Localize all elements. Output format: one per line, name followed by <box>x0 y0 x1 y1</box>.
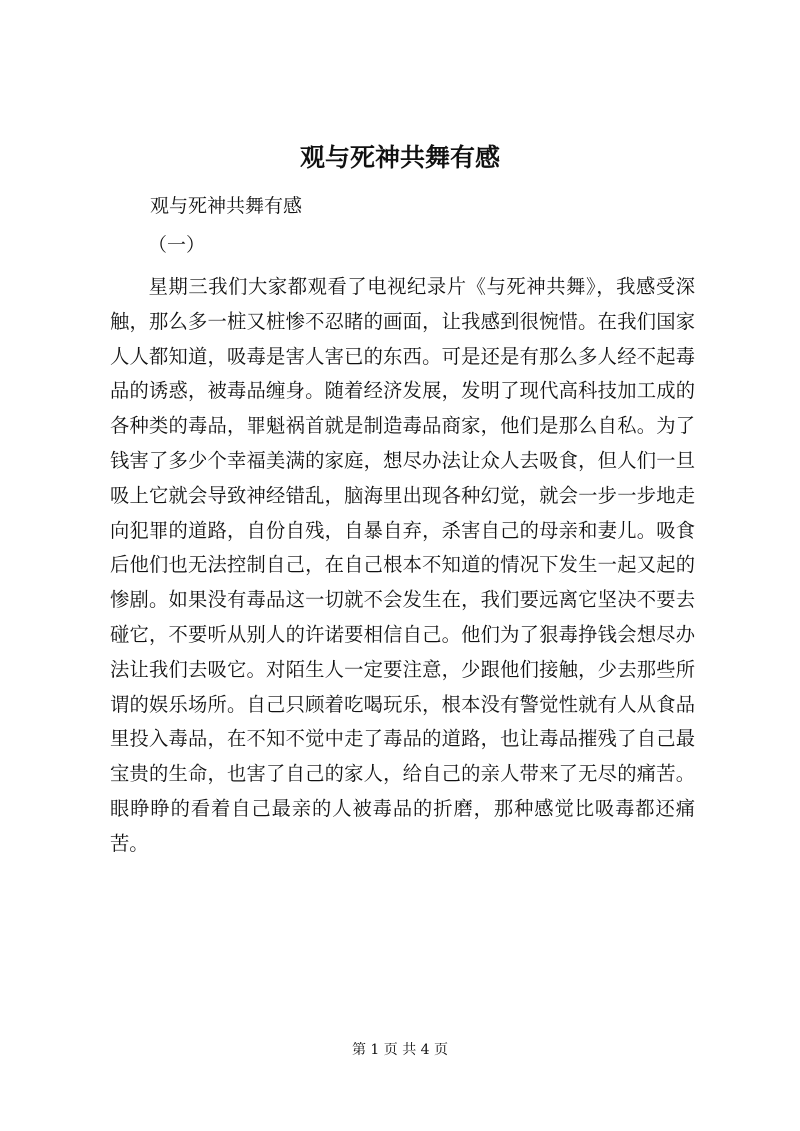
document-title: 观与死神共舞有感 <box>299 143 500 172</box>
page-footer: 第 1 页 共 4 页 <box>351 1042 449 1058</box>
document-subtitle: 观与死神共舞有感 <box>150 195 303 217</box>
body-paragraph: 星期三我们大家都观看了电视纪录片《与死神共舞》，我感受深触，那么多一桩又桩惨不忍睹的画面，让我感到很惋惜。在我们国家人人都知道，吸毒是害人害已的东西。可是还是有那么多人经不起毒品的诱惑，被毒品缠身。随着经济发展，发明了现代高科技加工成的各种类的毒品，罪魁祸首就是制造毒品商家，他们是那么自私。为了钱害了多少个幸福美满的家庭，想尽办法让众人去吸食，但人们一旦吸上它就会导致神经错乱，脑海里出现各种幻觉，就会一步一步地走向犯罪的道路，自份自残，自暴自弃，杀害自己的母亲和妻儿。吸食后他们也无法控制自己，在自己根本不知道的情况下发生一起又起的惨剧。如果没有毒品这一切就不会发生在，我们要远离它坚决不要去碰它，不要听从别人的许诺要相信自己。他们为了狠毒挣钱会想尽办法让我们去吸它。对陌生人一定要注意，少跟他们接触，少去那些所谓的娱乐场所。自己只顾着吃喝玩乐，根本没有警觉性就有人从食品里投入毒品，在不知不觉中走了毒品的道路，也让毒品摧残了自己最宝贵的生命，也害了自己的家人，给自己的亲人带来了无尽的痛苦。眼睁睁的看着自己最亲的人被毒品的折磨，那种感觉比吸毒都还痛苦。 <box>110 275 695 855</box>
section-label: （一） <box>148 234 206 256</box>
